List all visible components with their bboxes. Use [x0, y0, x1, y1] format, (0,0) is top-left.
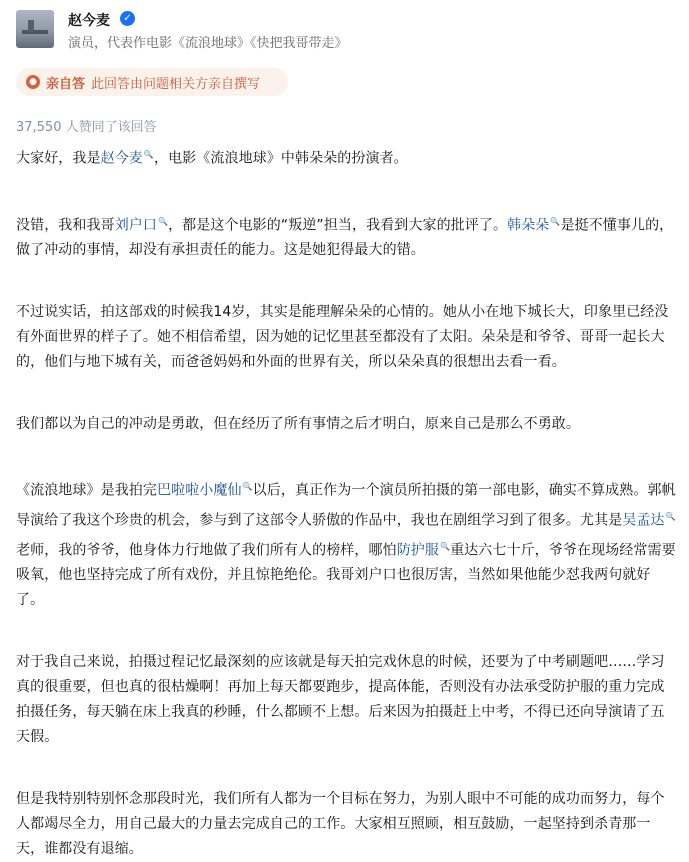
avatar-graphic-tower: [28, 20, 34, 32]
upvote-count: 37,550 人赞同了该回答: [16, 120, 157, 135]
answer-paragraph: 但是我特别特别怀念那段时光，我们所有人都为一个目标在努力，为别人眼中不可能的成功而努力，每个人都竭尽全力，用自己最大的力量去完成自己的工作。大家相互照顾，相互鼓励，一起坚持到杀青那一天，谁都没有退缩。: [16, 791, 665, 858]
text-run: 没错，我和我哥: [16, 217, 115, 234]
search-link-icon: 🔍: [242, 482, 253, 492]
search-link-icon: 🔍: [550, 216, 561, 226]
inline-link-zhao-jinmai[interactable]: 赵今麦: [100, 150, 143, 167]
text-run: 以后，真正作为一个演员所拍摄的第一部电影，确实不算成熟。郭帆导演给了我这个珍贵的机会，参与到了这部令人骄傲的作品中，我也在剧组学习到了很多。尤其是: [16, 482, 676, 529]
badge-title: 亲自答: [46, 76, 86, 92]
answer-paragraph: 不过说实话，拍这部戏的时候我14岁，其实是能理解朵朵的心情的。她从小在地下城长大，印象里已经没有外面世界的样子了。她不相信希望，因为她的记忆里甚至都没有了太阳。朵朵是和爷爷、哥哥一起长大的，他们与地下城有关，而爸爸妈妈和外面的世界有关，所以朵朵真的很想出去看一看。: [16, 304, 669, 371]
answer-paragraph: [16, 142, 676, 172]
self-answer-icon: ●: [26, 75, 40, 89]
badge-text: 此回答由问题相关方亲自撰写: [91, 76, 261, 92]
verified-check-icon: ✓: [120, 11, 135, 26]
search-link-icon: 🔍: [143, 150, 154, 159]
text-run: 老师，我的爷爷，他身体力行地做了我们所有人的榜样，哪怕: [16, 542, 397, 559]
self-answer-badge[interactable]: [16, 68, 288, 96]
answer-paragraph: 对于我自己来说，拍摄过程记忆最深刻的应该就是每天拍完戏休息的时候，还要为了中考刷题吧……学习真的很重要，但也真的很枯燥啊！再加上每天都要跑步，提高体能，否则没有办法承受防护服的重力完成拍摄任务，每天躺在床上我真的秒睡，什么都顾不上想。后来因为拍摄赶上中考，不得已还向导演请了五天假。: [16, 654, 665, 746]
search-link-icon: 🔍: [440, 541, 451, 551]
text-run: ，都是这个电影的“叛逆”担当，我看到大家的批评了。: [168, 217, 508, 234]
author-bio: 演员，代表作电影《流浪地球》《快把我哥带走》: [68, 36, 348, 51]
inline-link-liu-hukou[interactable]: 刘户口: [114, 217, 158, 234]
author-name[interactable]: 赵今麦: [68, 13, 110, 29]
text-run: ，电影《流浪地球》中韩朵朵的扮演者。: [153, 150, 408, 167]
text-run: 大家好，我是: [16, 150, 101, 167]
answer-paragraph: 我们都以为自己的冲动是勇敢，但在经历了所有事情之后才明白，原来自己是那么不勇敢。: [16, 416, 580, 433]
author-header: [16, 10, 676, 54]
search-link-icon: 🔍: [665, 511, 676, 521]
answer-body: [16, 142, 676, 862]
answer-paragraph: [16, 209, 676, 264]
text-run: 《流浪地球》是我拍完: [16, 482, 157, 499]
avatar-graphic: [22, 30, 48, 34]
text-run: 重达六七十斤，爷爷在现场经常需要吸氧，他也坚持完成了所有戏份，并且惊艳绝伦。我哥刘户口也很厉害，当然如果他能少怼我两句就好了。: [16, 542, 676, 609]
text-run: 是挺不懂事儿的，做了冲动的事情，却没有承担责任的能力。这是她犯得最大的错。: [16, 217, 674, 259]
inline-link-balala[interactable]: 巴啦啦小魔仙: [157, 482, 242, 499]
search-link-icon: 🔍: [158, 216, 169, 226]
answer-paragraph: [16, 474, 676, 613]
inline-link-protective-suit[interactable]: 防护服: [396, 542, 440, 559]
author-avatar[interactable]: [16, 10, 54, 48]
inline-link-wu-mengda[interactable]: 吴孟达: [622, 512, 665, 529]
inline-link-han-duoduo[interactable]: 韩朵朵: [507, 217, 550, 234]
